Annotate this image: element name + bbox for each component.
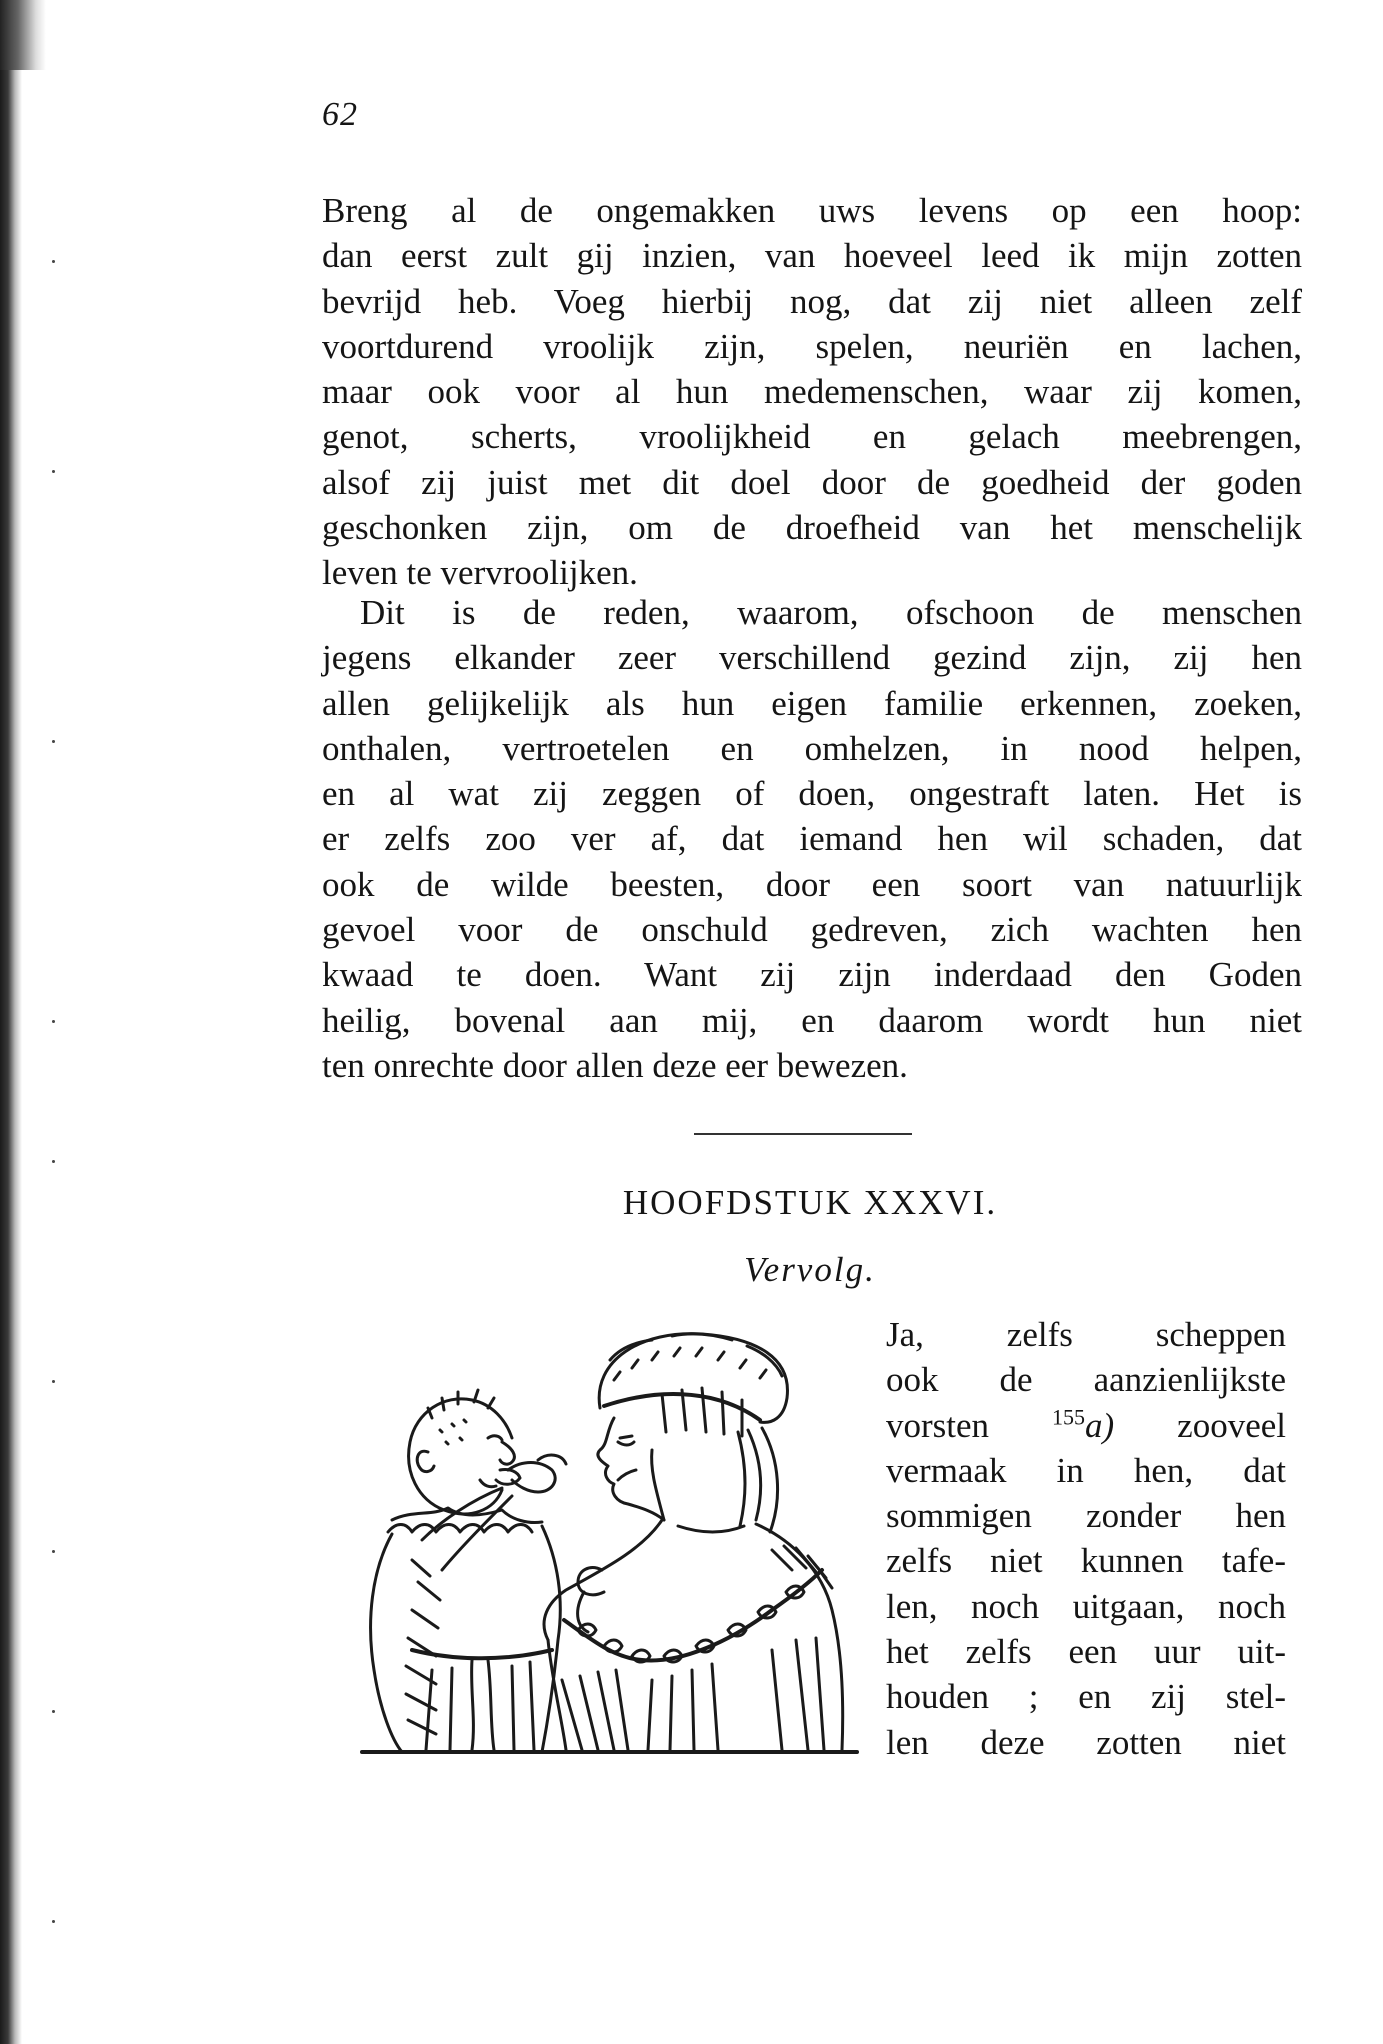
text-line: zelfs niet kunnen tafe- xyxy=(886,1541,1286,1581)
paragraph-1 xyxy=(322,188,1302,596)
text-line: jegens elkander zeer verschillend gezind zijn, zij hen xyxy=(322,638,1302,678)
text-line: maar ook voor al hun medemenschen, waar zij komen, xyxy=(322,372,1302,412)
text-line: gevoel voor de onschuld gedreven, zich wachten hen xyxy=(322,910,1302,950)
scan-specks xyxy=(52,260,68,1960)
text-line: leven te vervroolijken. xyxy=(322,553,638,593)
text-line: geschonken zijn, om de droefheid van het menschelijk xyxy=(322,508,1302,548)
text-line: voortdurend vroolijk zijn, spelen, neuriën en lachen, xyxy=(322,326,1302,366)
page-number: 62 xyxy=(322,96,358,133)
text-line: Ja, zelfs scheppen xyxy=(886,1315,1286,1354)
text-line: Breng al de ongemakken uws levens op een hoop: xyxy=(322,191,1302,230)
text-fragment: zooveel xyxy=(1177,1405,1286,1445)
paragraph-3 xyxy=(886,1312,1286,1765)
text-line: dan eerst zult gij inzien, van hoeveel leed ik mijn zotten xyxy=(322,236,1302,276)
text-line: vermaak in hen, dat xyxy=(886,1450,1286,1490)
text-line: ook de wilde beesten, door een soort van natuurlijk xyxy=(322,864,1302,904)
text-line: kwaad te doen. Want zij zijn inderdaad den Goden xyxy=(322,955,1302,995)
text-line: sommigen zonder hen xyxy=(886,1496,1286,1536)
text-line: en al wat zij zeggen of doen, ongestraft laten. Het is xyxy=(322,774,1302,814)
text-line: genot, scherts, vroolijkheid en gelach meebrengen, xyxy=(322,417,1302,457)
text-line: len deze zotten niet xyxy=(886,1722,1286,1762)
paragraph-2 xyxy=(322,590,1302,1088)
text-fragment: vorsten xyxy=(886,1405,990,1445)
scan-edge-corner xyxy=(0,0,46,70)
text-line: er zelfs zoo ver af, dat iemand hen wil schaden, dat xyxy=(322,819,1302,859)
text-line: heilig, bovenal aan mij, en daarom wordt hun niet xyxy=(322,1000,1302,1040)
text-line: alsof zij juist met dit doel door de goedheid der goden xyxy=(322,462,1302,502)
chapter-title: HOOFDSTUK XXXVI. xyxy=(622,1183,998,1222)
scan-edge xyxy=(0,0,22,2044)
text-line: len, noch uitgaan, noch xyxy=(886,1586,1286,1626)
text-line: allen gelijkelijk als hun eigen familie erkennen, zoeken, xyxy=(322,683,1302,723)
text-line: het zelfs een uur uit- xyxy=(886,1632,1286,1672)
section-divider xyxy=(694,1133,912,1135)
text-line: ook de aanzienlijkste xyxy=(886,1360,1286,1400)
text-line-with-footnote xyxy=(886,1403,1286,1448)
footnote-number: 155 xyxy=(1052,1403,1086,1429)
text-line: bevrijd heb. Voeg hierbij nog, dat zij niet alleen zelf xyxy=(322,281,1302,321)
text-line: onthalen, vertroetelen en omhelzen, in nood helpen, xyxy=(322,728,1302,768)
woodcut-jester-and-nobleman-icon xyxy=(352,1320,864,1760)
footnote-letter: a) xyxy=(1085,1405,1115,1445)
text-line: ten onrechte door allen deze eer bewezen. xyxy=(322,1045,908,1085)
text-line: Dit is de reden, waarom, ofschoon de menschen xyxy=(360,593,1302,632)
text-line: houden ; en zij stel- xyxy=(886,1677,1286,1717)
chapter-subtitle: Vervolg. xyxy=(744,1250,876,1289)
